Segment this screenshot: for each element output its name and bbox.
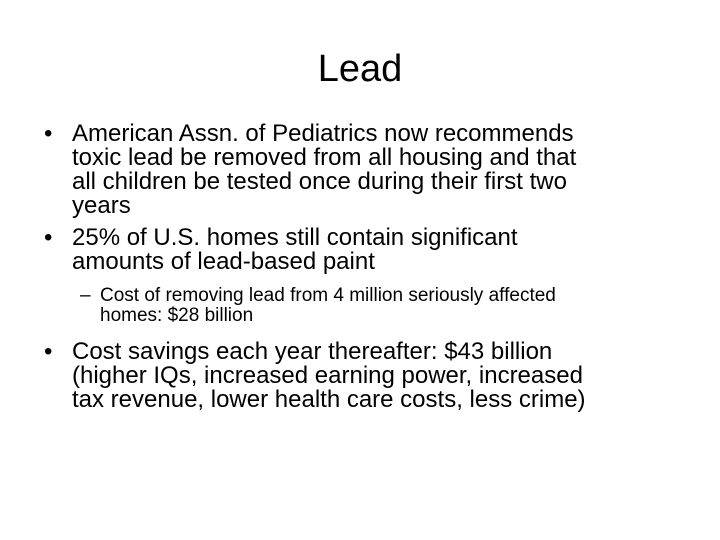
bullet-item <box>0 226 720 326</box>
bullet-line: tax revenue, lower health care costs, less crime) <box>72 386 586 413</box>
sub-bullet-line: Cost of removing lead from 4 million seriously affected <box>100 285 556 306</box>
bullet-list <box>0 122 720 420</box>
bullet-line: (higher IQs, increased earning power, increased <box>72 362 583 389</box>
sub-bullet-list <box>72 286 700 326</box>
sub-bullet-marker: – <box>80 285 91 306</box>
bullet-marker: • <box>44 120 53 147</box>
bullet-line: American Assn. of Pediatrics now recommends <box>72 120 574 147</box>
bullet-line: 25% of U.S. homes still contain significant <box>72 224 518 251</box>
bullet-item <box>0 340 720 412</box>
bullet-marker: • <box>44 338 53 365</box>
sub-bullet-item <box>72 286 700 326</box>
bullet-marker: • <box>44 224 53 251</box>
bullet-line: all children be tested once during their first two <box>72 168 567 195</box>
slide-title: Lead <box>317 48 403 90</box>
bullet-line: years <box>72 192 131 219</box>
bullet-line: Cost savings each year thereafter: $43 billion <box>72 338 553 365</box>
bullet-line: amounts of lead-based paint <box>72 248 375 275</box>
bullet-line: toxic lead be removed from all housing and that <box>72 144 577 171</box>
sub-bullet-line: homes: $28 billion <box>100 305 254 326</box>
bullet-item <box>0 122 720 218</box>
